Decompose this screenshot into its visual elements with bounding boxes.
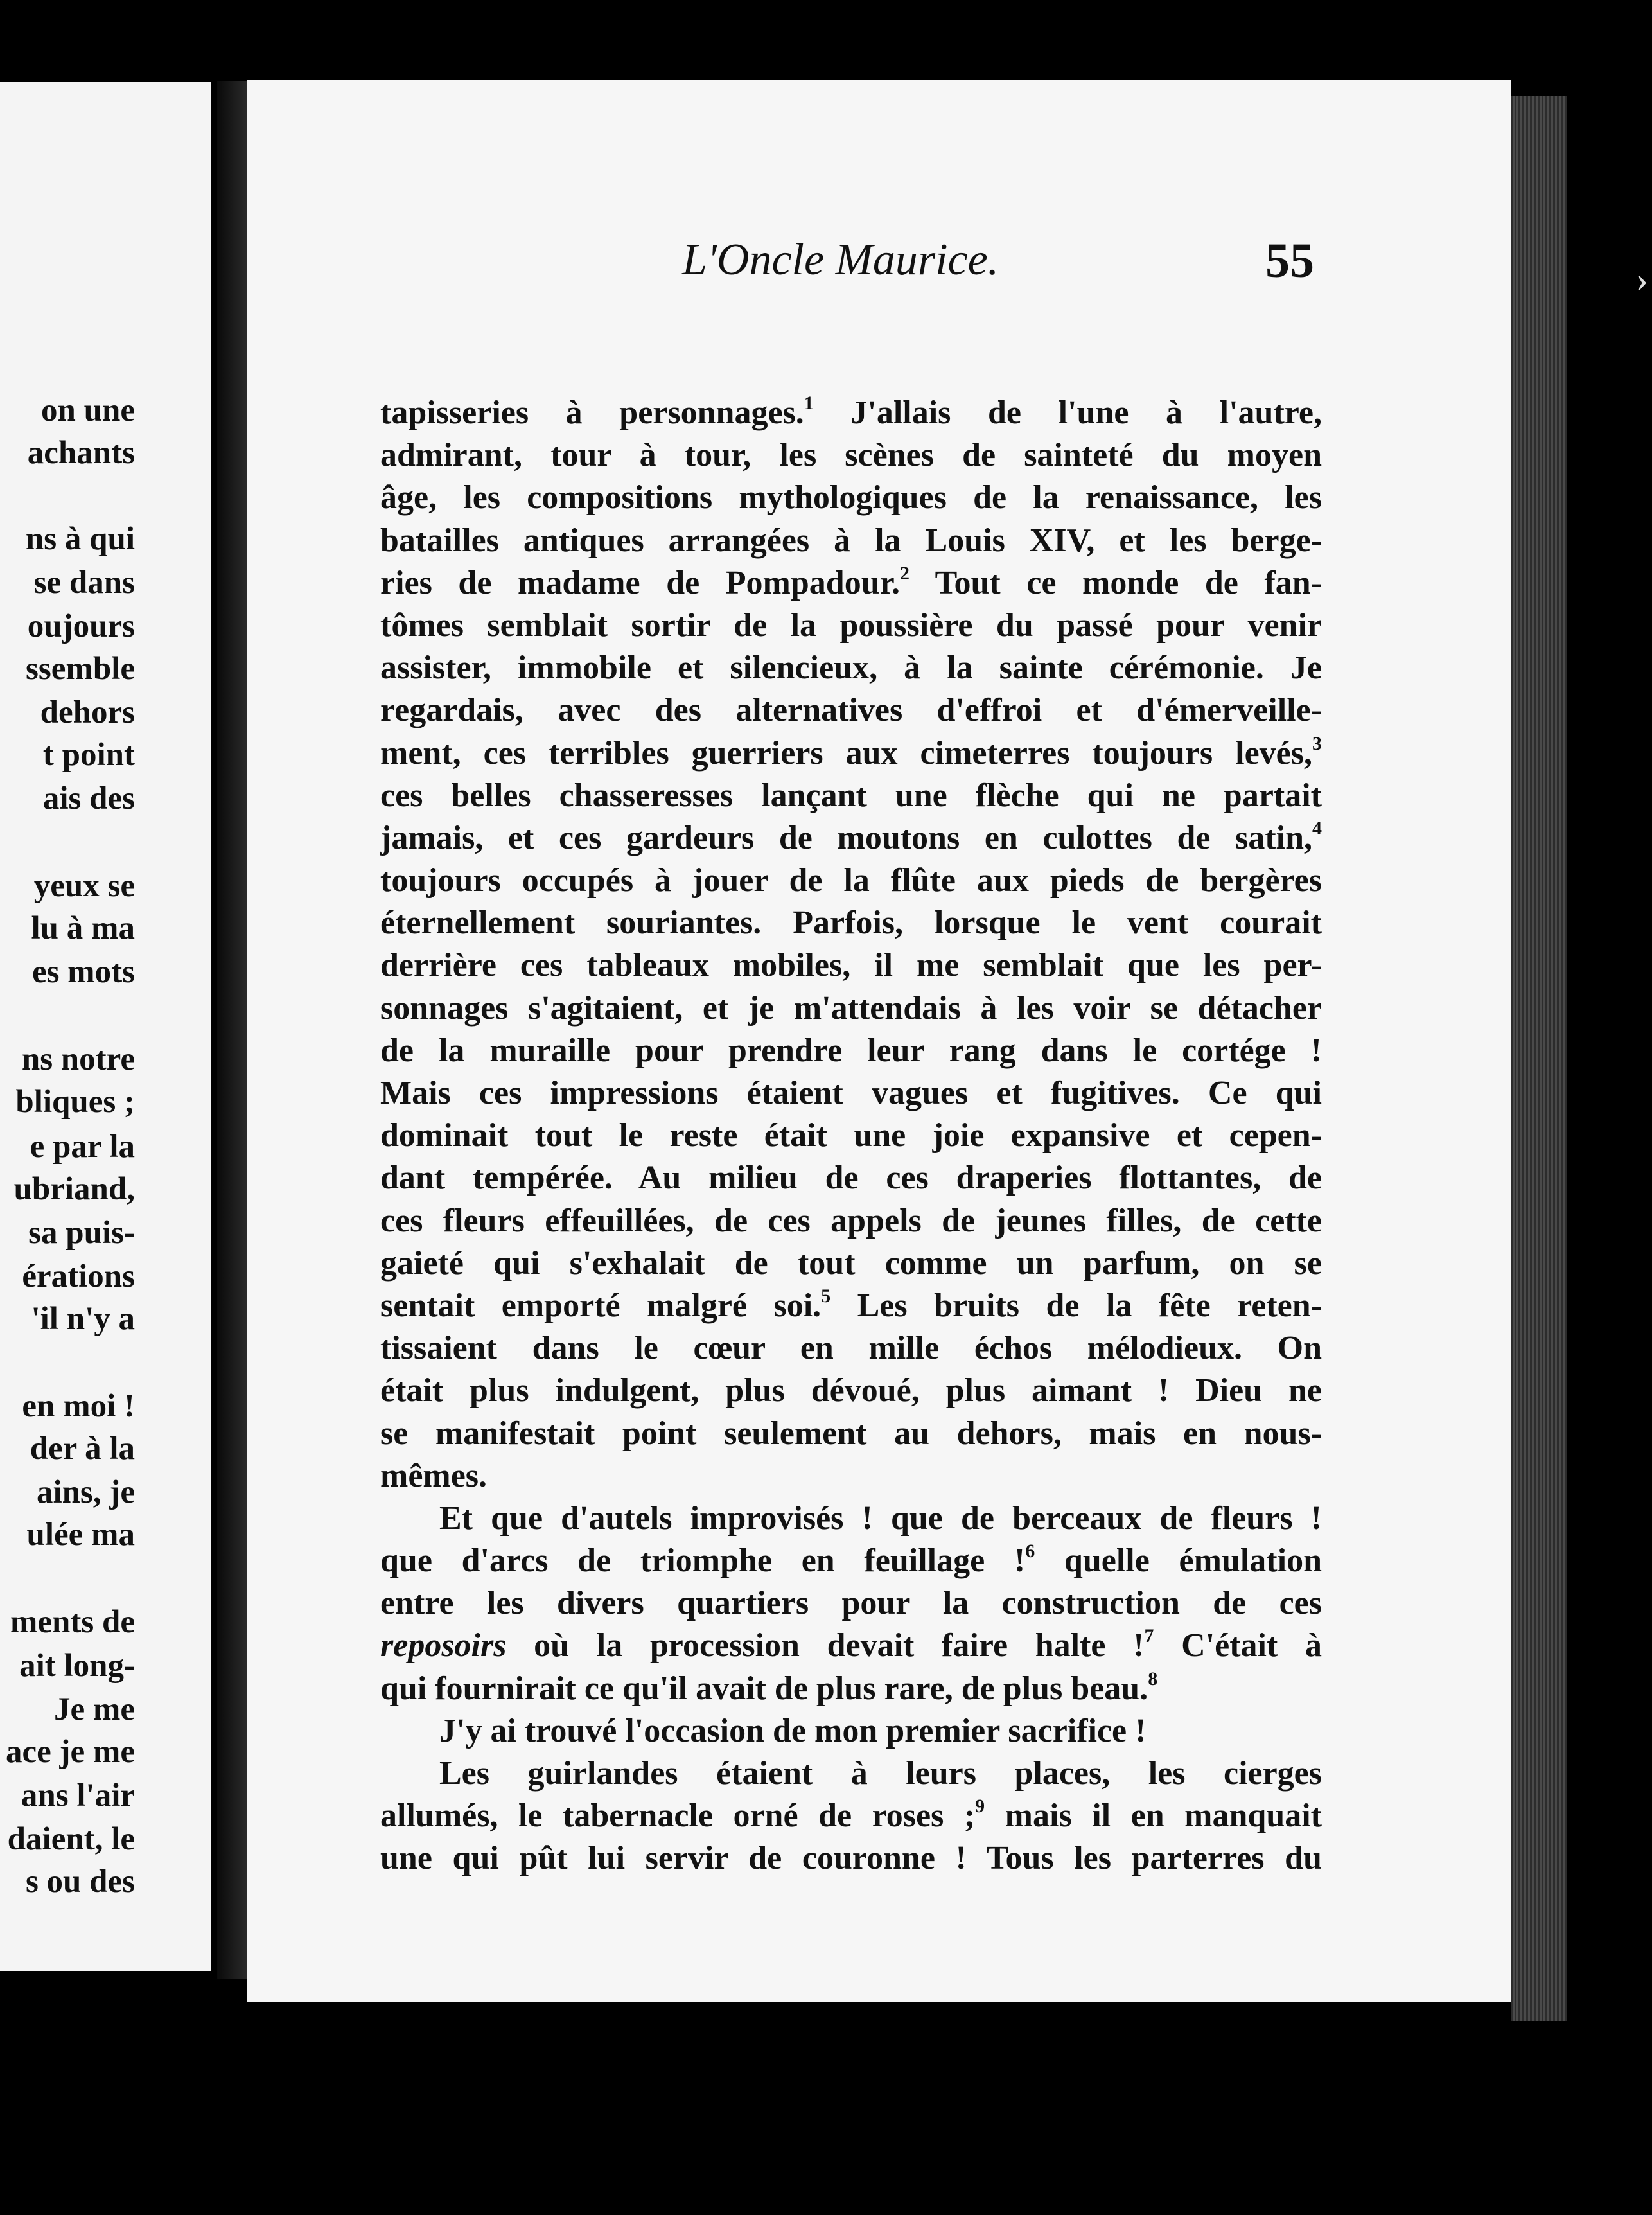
line-text: éternellement souriantes. Parfois, lorsque le vent courait [380, 905, 1322, 942]
facing-page-line: ulée ma [26, 1517, 135, 1553]
line-text: batailles antiques arrangées à la Louis XIV, et les berge- [380, 522, 1322, 559]
text-line [380, 392, 1322, 434]
text-line [380, 1157, 1322, 1199]
text-line [380, 1242, 1322, 1285]
facing-page-line: e par la [30, 1129, 135, 1165]
text-line [380, 1752, 1322, 1795]
facing-page-line: achants [27, 435, 135, 471]
line-text: ces belles chasseresses lançant une flèche qui ne partait [380, 777, 1322, 814]
text-line [380, 1200, 1322, 1242]
facing-page-line: es mots [31, 954, 135, 990]
line-text-cont: Les bruits de la fête reten- [830, 1287, 1322, 1324]
line-text: ment, ces terribles guerriers aux cimeterres toujours levés, [380, 734, 1312, 772]
page-gutter [217, 81, 247, 1979]
body-text [380, 392, 1322, 1880]
text-line [380, 1370, 1322, 1412]
page-edges [1511, 96, 1567, 2021]
line-text: dominait tout le reste était une joie expansive et cepen- [380, 1117, 1322, 1154]
text-line [380, 562, 1322, 604]
line-text: regardais, avec des alternatives d'effroi et d'émerveille- [380, 692, 1322, 729]
facing-page-line: érations [22, 1258, 135, 1294]
text-line [380, 1413, 1322, 1455]
facing-page-line: ments de [10, 1604, 135, 1640]
facing-page-line: ains, je [37, 1474, 135, 1510]
footnote-ref: 4 [1312, 817, 1322, 839]
line-text: entre les divers quartiers pour la construction de ces [380, 1585, 1322, 1622]
line-text: derrière ces tableaux mobiles, il me semblait que les per- [380, 947, 1322, 984]
footnote-ref: 9 [975, 1796, 985, 1817]
text-line [380, 775, 1322, 817]
text-line [380, 1795, 1322, 1837]
facing-page-left [0, 82, 211, 1971]
text-line [380, 1497, 1322, 1540]
text-line [380, 732, 1322, 775]
text-line [380, 1582, 1322, 1625]
line-text: qui fournirait ce qu'il avait de plus rare, de plus beau. [380, 1670, 1148, 1707]
page-header [0, 234, 1652, 292]
text-line [380, 1030, 1322, 1072]
text-line [380, 1455, 1322, 1497]
text-line [380, 860, 1322, 902]
facing-page-line: oujours [27, 608, 135, 644]
edge-mark: › [1635, 258, 1648, 300]
running-title: L'Oncle Maurice. [682, 235, 999, 285]
line-text: ries de madame de Pompadour. [380, 564, 900, 601]
facing-page-line: der à la [30, 1431, 135, 1467]
line-text: était plus indulgent, plus dévoué, plus aimant ! Dieu ne [380, 1372, 1322, 1409]
facing-page-line: yeux se [33, 868, 135, 904]
facing-page-line: Je me [53, 1691, 135, 1727]
line-text: Les guirlandes étaient à leurs places, les cierges [439, 1755, 1322, 1792]
text-line [380, 1072, 1322, 1115]
text-line [380, 987, 1322, 1030]
facing-page-line: en moi ! [22, 1388, 135, 1424]
line-text: Et que d'autels improvisés ! que de berceaux de fleurs ! [439, 1499, 1322, 1537]
text-line [380, 1837, 1322, 1880]
line-text-cont: Tout ce monde de fan- [909, 564, 1322, 601]
line-text-cont: quelle émulation [1035, 1542, 1322, 1580]
line-text: mêmes. [380, 1457, 488, 1494]
footnote-ref: 2 [899, 562, 909, 584]
facing-page-line: ans l'air [21, 1778, 135, 1813]
line-text: J'y ai trouvé l'occasion de mon premier sacrifice ! [439, 1712, 1147, 1749]
line-text: assister, immobile et silencieux, à la sainte cérémonie. Je [380, 649, 1322, 687]
line-text: âge, les compositions mythologiques de la renaissance, les [380, 479, 1322, 516]
facing-page-line: t point [42, 737, 135, 773]
line-text-cont: mais il en manquait [985, 1797, 1322, 1835]
text-line [380, 817, 1322, 860]
footnote-ref: 8 [1148, 1668, 1158, 1690]
facing-page-line: on une [41, 393, 135, 428]
facing-page-line: 'il n'y a [31, 1301, 135, 1337]
text-line [380, 1668, 1322, 1710]
facing-page-line: ait long- [19, 1648, 135, 1684]
facing-page-line: ns à qui [25, 521, 135, 557]
page-number: 55 [1265, 234, 1314, 288]
line-text: Mais ces impressions étaient vagues et fugitives. Ce qui [380, 1075, 1322, 1111]
line-text: de la muraille pour prendre leur rang dans le cortége ! [380, 1032, 1322, 1069]
facing-page-line: s ou des [25, 1864, 135, 1900]
text-line [380, 944, 1322, 987]
line-text: que d'arcs de triomphe en feuillage ! [380, 1542, 1026, 1580]
line-text: tapisseries à personnages. [380, 394, 804, 431]
line-text: tissaient dans le cœur en mille échos mélodieux. On [380, 1330, 1322, 1367]
text-line [380, 1285, 1322, 1327]
facing-page-line: daient, le [7, 1821, 135, 1857]
text-line [380, 689, 1322, 732]
line-text: sentait emporté malgré soi. [380, 1287, 822, 1324]
text-line [380, 1625, 1322, 1667]
footnote-ref: 5 [821, 1285, 831, 1307]
line-text-cont: où la procession devait faire halte ! [506, 1627, 1145, 1664]
line-text: dant tempérée. Au milieu de ces draperies flottantes, de [380, 1160, 1322, 1197]
facing-page-line: ssemble [26, 651, 135, 687]
line-text-cont: C'était à [1154, 1627, 1322, 1664]
facing-page-line: ns notre [21, 1041, 135, 1077]
text-line [380, 1327, 1322, 1370]
line-text: se manifestait point seulement au dehors, mais en nous- [380, 1415, 1322, 1452]
italic-word: reposoirs [380, 1627, 507, 1664]
facing-page-line: ubriand, [13, 1171, 135, 1207]
line-text: toujours occupés à jouer de la flûte aux pieds de bergères [380, 862, 1322, 899]
footnote-ref: 3 [1312, 732, 1322, 754]
line-text: jamais, et ces gardeurs de moutons en culottes de satin, [380, 819, 1312, 856]
line-text: tômes semblait sortir de la poussière du passé pour venir [380, 606, 1322, 644]
line-text-cont: J'allais de l'une à l'autre, [813, 394, 1322, 431]
facing-page-line: lu à ma [31, 910, 135, 946]
facing-page-line: ais des [42, 781, 135, 816]
text-line [380, 1115, 1322, 1157]
line-text: sonnages s'agitaient, et je m'attendais à les voir se détacher [380, 989, 1322, 1027]
text-line [380, 1540, 1322, 1582]
line-text: admirant, tour à tour, les scènes de sainteté du moyen [380, 437, 1322, 474]
facing-page-line: sa puis- [28, 1215, 135, 1251]
footnote-ref: 6 [1025, 1540, 1035, 1562]
text-line [380, 902, 1322, 944]
line-text: allumés, le tabernacle orné de roses ; [380, 1797, 976, 1835]
facing-page-line: dehors [40, 694, 135, 730]
line-text: ces fleurs effeuillées, de ces appels de jeunes filles, de cette [380, 1202, 1322, 1239]
text-line [380, 604, 1322, 647]
text-line [380, 477, 1322, 519]
line-text: gaieté qui s'exhalait de tout comme un parfum, on se [380, 1244, 1322, 1282]
facing-page-line: ace je me [5, 1734, 135, 1770]
text-line [380, 434, 1322, 477]
line-text: une qui pût lui servir de couronne ! Tous les parterres du [380, 1840, 1322, 1877]
facing-page-line: se dans [33, 565, 135, 601]
text-line [380, 1710, 1322, 1752]
footnote-ref: 7 [1144, 1625, 1154, 1647]
facing-page-line: bliques ; [15, 1084, 135, 1120]
text-line [380, 520, 1322, 562]
text-line [380, 647, 1322, 689]
footnote-ref: 1 [804, 393, 814, 414]
